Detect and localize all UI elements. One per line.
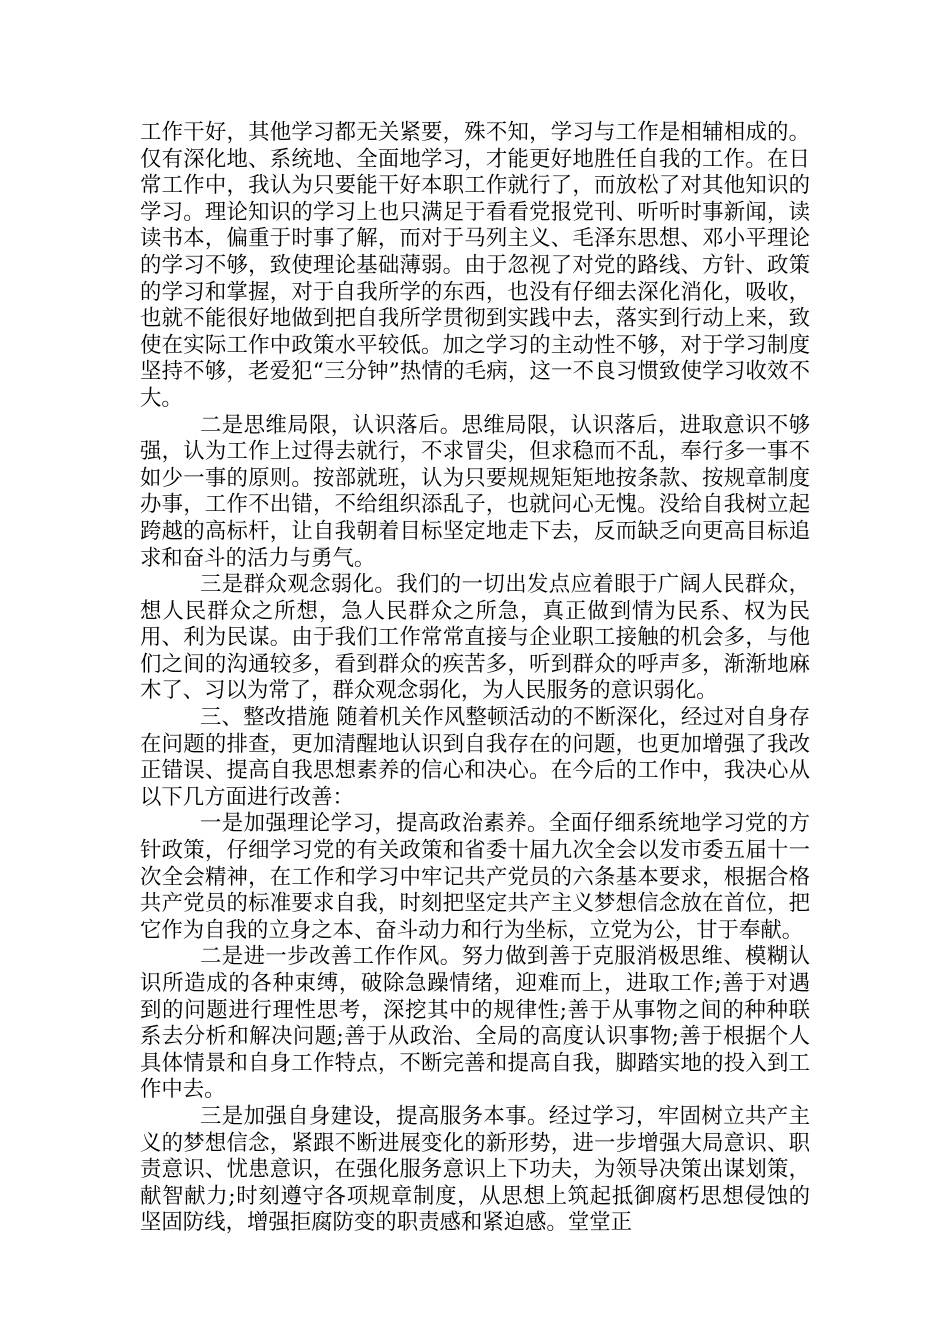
paragraph-study-continuation: 工作干好，其他学习都无关紧要，殊不知，学习与工作是相辅相成的。仅有深化地、系统地、全面地学习，才能更好地胜任自我的工作。在日常工作中，我认为只要能干好本职工作就行了，而放松了对其他知识的学习。理论知识的学习上也只满足于看看党报党刊、听听时事新闻，读读书本，偏重于时事了解，而对于马列主义、毛泽东思想、邓小平理论的学习不够，致使理论基础薄弱。由于忽视了对党的路线、方针、政策的学习和掌握，对于自我所学的东西，也没有仔细去深化消化，吸收，也就不能很好地做到把自我所学贯彻到实践中去，落实到行动上来，致使在实际工作中政策水平较低。加之学习的主动性不够，对于学习制度坚持不够，老爱犯“三分钟”热情的毛病，这一不良习惯致使学习收效不大。: [140, 120, 810, 411]
paragraph-theory-study: 一是加强理论学习，提高政治素养。全面仔细系统地学习党的方针政策，仔细学习党的有关政策和省委十届九次全会以发市委五届十一次全会精神，在工作和学习中牢记共产党员的六条基本要求，根据合格共产党员的标准要求自我，时刻把坚定共产主义梦想信念放在首位，把它作为自我的立身之本、奋斗动力和行为坐标，立党为公，甘于奉献。: [140, 811, 810, 943]
paragraph-mass-viewpoint: 三是群众观念弱化。我们的一切出发点应着眼于广阔人民群众，想人民群众之所想，急人民群众之所急，真正做到情为民系、权为民用、利为民谋。由于我们工作常常直接与企业职工接触的机会多，与他们之间的沟通较多，看到群众的疾苦多，听到群众的呼声多，渐渐地麻木了、习以为常了，群众观念弱化，为人民服务的意识弱化。: [140, 572, 810, 704]
paragraph-rectification-measures: 三、整改措施 随着机关作风整顿活动的不断深化，经过对自身存在问题的排查，更加清醒地认识到自我存在的问题，也更加增强了我改正错误、提高自我思想素养的信心和决心。在今后的工作中，我决心从以下几方面进行改善：: [140, 705, 810, 810]
paragraph-work-style: 二是进一步改善工作作风。努力做到善于克服消极思维、模糊认识所造成的各种束缚，破除急躁情绪，迎难而上，进取工作;善于对遇到的问题进行理性思考，深挖其中的规律性;善于从事物之间的种种联系去分析和解决问题;善于从政治、全局的高度认识事物;善于根据个人具体情景和自身工作特点，不断完善和提高自我，脚踏实地的投入到工作中去。: [140, 944, 810, 1103]
document-page: [140, 120, 810, 1237]
paragraph-limited-thinking: 二是思维局限，认识落后。思维局限，认识落后，进取意识不够强，认为工作上过得去就行，不求冒尖，但求稳而不乱，奉行多一事不如少一事的原则。按部就班，认为只要规规矩矩地按条款、按规章制度办事，工作不出错，不给组织添乱子，也就问心无愧。没给自我树立起跨越的高标杆，让自我朝着目标坚定地走下去，反而缺乏向更高目标追求和奋斗的活力与勇气。: [140, 412, 810, 571]
paragraph-self-building: 三是加强自身建设，提高服务本事。经过学习，牢固树立共产主义的梦想信念，紧跟不断进展变化的新形势，进一步增强大局意识、职责意识、忧患意识，在强化服务意识上下功夫，为领导决策出谋划策，献智献力;时刻遵守各项规章制度，从思想上筑起抵御腐朽思想侵蚀的坚固防线，增强拒腐防变的职责感和紧迫感。堂堂正: [140, 1103, 810, 1236]
